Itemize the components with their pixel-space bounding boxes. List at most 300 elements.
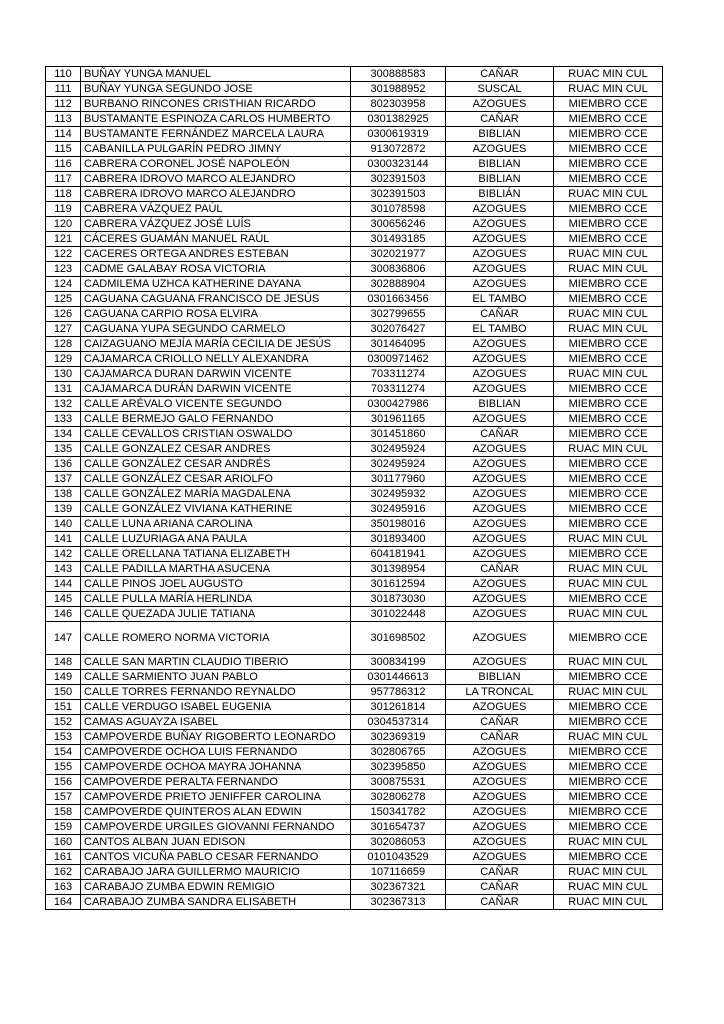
id-number-cell: 0304537314	[351, 715, 446, 730]
city-cell: AZOGUES	[446, 247, 554, 262]
table-row	[46, 277, 663, 292]
city-cell: AZOGUES	[446, 547, 554, 562]
row-number-cell: 120	[46, 217, 81, 232]
row-number-cell: 115	[46, 142, 81, 157]
id-number-cell: 604181941	[351, 547, 446, 562]
city-cell: AZOGUES	[446, 412, 554, 427]
member-name-cell: CABRERA IDROVO MARCO ALEJANDRO	[81, 172, 351, 187]
member-name-cell: CABRERA VÁZQUEZ JOSÉ LUÍS	[81, 217, 351, 232]
row-number-cell: 139	[46, 502, 81, 517]
member-name-cell: CAGUANA CAGUANA FRANCISCO DE JESÚS	[81, 292, 351, 307]
city-cell: AZOGUES	[446, 487, 554, 502]
member-name-cell: CAJAMARCA DURAN DARWIN VICENTE	[81, 367, 351, 382]
row-number-cell: 110	[46, 67, 81, 82]
row-number-cell: 157	[46, 790, 81, 805]
table-row	[46, 442, 663, 457]
member-name-cell: CAMPOVERDE PRIETO JENIFFER CAROLINA	[81, 790, 351, 805]
id-number-cell: 301698502	[351, 622, 446, 655]
id-number-cell: 302888904	[351, 277, 446, 292]
table-row	[46, 322, 663, 337]
city-cell: AZOGUES	[446, 442, 554, 457]
table-row	[46, 142, 663, 157]
id-number-cell: 703311274	[351, 367, 446, 382]
membership-type-cell: MIEMBRO CCE	[554, 337, 663, 352]
membership-type-cell: RUAC MIN CUL	[554, 895, 663, 910]
city-cell: EL TAMBO	[446, 322, 554, 337]
membership-type-cell: MIEMBRO CCE	[554, 670, 663, 685]
id-number-cell: 300888583	[351, 67, 446, 82]
city-cell: AZOGUES	[446, 607, 554, 622]
id-number-cell: 350198016	[351, 517, 446, 532]
city-cell: AZOGUES	[446, 97, 554, 112]
member-name-cell: CABANILLA PULGARÍN PEDRO JIMNY	[81, 142, 351, 157]
member-name-cell: CALLE CEVALLOS CRISTIAN OSWALDO	[81, 427, 351, 442]
table-row	[46, 805, 663, 820]
row-number-cell: 145	[46, 592, 81, 607]
member-name-cell: CALLE ORELLANA TATIANA ELIZABETH	[81, 547, 351, 562]
city-cell: CAÑAR	[446, 67, 554, 82]
id-number-cell: 301177960	[351, 472, 446, 487]
city-cell: AZOGUES	[446, 367, 554, 382]
table-row	[46, 775, 663, 790]
member-name-cell: CALLE GONZÁLEZ MARÍA MAGDALENA	[81, 487, 351, 502]
row-number-cell: 123	[46, 262, 81, 277]
membership-type-cell: MIEMBRO CCE	[554, 820, 663, 835]
member-name-cell: CADME GALABAY ROSA VICTORIA	[81, 262, 351, 277]
table-row	[46, 655, 663, 670]
member-name-cell: BUSTAMANTE ESPINOZA CARLOS HUMBERTO	[81, 112, 351, 127]
city-cell: AZOGUES	[446, 577, 554, 592]
id-number-cell: 302021977	[351, 247, 446, 262]
member-name-cell: CALLE GONZALEZ CESAR ANDRES	[81, 442, 351, 457]
id-number-cell: 302806765	[351, 745, 446, 760]
row-number-cell: 128	[46, 337, 81, 352]
membership-type-cell: RUAC MIN CUL	[554, 880, 663, 895]
id-number-cell: 302495932	[351, 487, 446, 502]
id-number-cell: 302799655	[351, 307, 446, 322]
city-cell: CAÑAR	[446, 865, 554, 880]
member-name-cell: CARABAJO ZUMBA SANDRA ELISABETH	[81, 895, 351, 910]
city-cell: AZOGUES	[446, 142, 554, 157]
row-number-cell: 153	[46, 730, 81, 745]
id-number-cell: 301612594	[351, 577, 446, 592]
member-name-cell: CAMPOVERDE OCHOA LUIS FERNANDO	[81, 745, 351, 760]
city-cell: BIBLIAN	[446, 127, 554, 142]
row-number-cell: 118	[46, 187, 81, 202]
city-cell: LA TRONCAL	[446, 685, 554, 700]
member-name-cell: CALLE ARÉVALO VICENTE SEGUNDO	[81, 397, 351, 412]
membership-type-cell: MIEMBRO CCE	[554, 700, 663, 715]
member-name-cell: BUÑAY YUNGA MANUEL	[81, 67, 351, 82]
row-number-cell: 141	[46, 532, 81, 547]
membership-type-cell: MIEMBRO CCE	[554, 112, 663, 127]
table-row	[46, 427, 663, 442]
id-number-cell: 301451860	[351, 427, 446, 442]
table-row	[46, 760, 663, 775]
id-number-cell: 300836806	[351, 262, 446, 277]
table-row	[46, 397, 663, 412]
membership-type-cell: RUAC MIN CUL	[554, 82, 663, 97]
membership-type-cell: MIEMBRO CCE	[554, 382, 663, 397]
row-number-cell: 112	[46, 97, 81, 112]
member-name-cell: CALLE TORRES FERNANDO REYNALDO	[81, 685, 351, 700]
row-number-cell: 162	[46, 865, 81, 880]
row-number-cell: 143	[46, 562, 81, 577]
id-number-cell: 300834199	[351, 655, 446, 670]
membership-type-cell: RUAC MIN CUL	[554, 367, 663, 382]
city-cell: BIBLIAN	[446, 157, 554, 172]
table-row	[46, 262, 663, 277]
member-name-cell: CALLE LUZURIAGA ANA PAULA	[81, 532, 351, 547]
id-number-cell: 302391503	[351, 172, 446, 187]
member-name-cell: CAMPOVERDE BUÑAY RIGOBERTO LEONARDO	[81, 730, 351, 745]
city-cell: AZOGUES	[446, 472, 554, 487]
membership-type-cell: MIEMBRO CCE	[554, 790, 663, 805]
table-row	[46, 82, 663, 97]
row-number-cell: 132	[46, 397, 81, 412]
city-cell: AZOGUES	[446, 775, 554, 790]
member-name-cell: CADMILEMA UZHCA KATHERINE DAYANA	[81, 277, 351, 292]
row-number-cell: 117	[46, 172, 81, 187]
table-row	[46, 670, 663, 685]
row-number-cell: 130	[46, 367, 81, 382]
row-number-cell: 147	[46, 622, 81, 655]
table-row	[46, 547, 663, 562]
membership-type-cell: MIEMBRO CCE	[554, 457, 663, 472]
table-row	[46, 307, 663, 322]
city-cell: AZOGUES	[446, 622, 554, 655]
table-row	[46, 292, 663, 307]
table-row	[46, 172, 663, 187]
member-name-cell: CACERES ORTEGA ANDRES ESTEBAN	[81, 247, 351, 262]
city-cell: AZOGUES	[446, 820, 554, 835]
membership-type-cell: RUAC MIN CUL	[554, 307, 663, 322]
id-number-cell: 300875531	[351, 775, 446, 790]
id-number-cell: 300656246	[351, 217, 446, 232]
member-name-cell: BUSTAMANTE FERNÁNDEZ MARCELA LAURA	[81, 127, 351, 142]
membership-type-cell: RUAC MIN CUL	[554, 655, 663, 670]
city-cell: CAÑAR	[446, 730, 554, 745]
id-number-cell: 302076427	[351, 322, 446, 337]
membership-type-cell: MIEMBRO CCE	[554, 412, 663, 427]
row-number-cell: 155	[46, 760, 81, 775]
membership-type-cell: MIEMBRO CCE	[554, 472, 663, 487]
row-number-cell: 161	[46, 850, 81, 865]
table-row	[46, 745, 663, 760]
table-row	[46, 607, 663, 622]
id-number-cell: 302395850	[351, 760, 446, 775]
member-name-cell: CALLE PULLA MARÍA HERLINDA	[81, 592, 351, 607]
id-number-cell: 802303958	[351, 97, 446, 112]
row-number-cell: 126	[46, 307, 81, 322]
city-cell: AZOGUES	[446, 232, 554, 247]
id-number-cell: 913072872	[351, 142, 446, 157]
row-number-cell: 150	[46, 685, 81, 700]
id-number-cell: 302495924	[351, 457, 446, 472]
city-cell: AZOGUES	[446, 790, 554, 805]
member-name-cell: CALLE SARMIENTO JUAN PABLO	[81, 670, 351, 685]
table-row	[46, 412, 663, 427]
id-number-cell: 301873030	[351, 592, 446, 607]
member-name-cell: CALLE VERDUGO ISABEL EUGENIA	[81, 700, 351, 715]
city-cell: AZOGUES	[446, 382, 554, 397]
membership-type-cell: MIEMBRO CCE	[554, 502, 663, 517]
id-number-cell: 302086053	[351, 835, 446, 850]
table-row	[46, 517, 663, 532]
id-number-cell: 301078598	[351, 202, 446, 217]
city-cell: AZOGUES	[446, 277, 554, 292]
table-row	[46, 820, 663, 835]
city-cell: BIBLIAN	[446, 172, 554, 187]
table-row	[46, 880, 663, 895]
table-row	[46, 67, 663, 82]
table-row	[46, 502, 663, 517]
id-number-cell: 302367313	[351, 895, 446, 910]
id-number-cell: 150341782	[351, 805, 446, 820]
id-number-cell: 0101043529	[351, 850, 446, 865]
table-row	[46, 157, 663, 172]
id-number-cell: 301261814	[351, 700, 446, 715]
member-name-cell: CALLE PINOS JOEL AUGUSTO	[81, 577, 351, 592]
id-number-cell: 0300619319	[351, 127, 446, 142]
row-number-cell: 160	[46, 835, 81, 850]
table-row	[46, 202, 663, 217]
id-number-cell: 957786312	[351, 685, 446, 700]
row-number-cell: 159	[46, 820, 81, 835]
membership-type-cell: MIEMBRO CCE	[554, 745, 663, 760]
membership-type-cell: RUAC MIN CUL	[554, 247, 663, 262]
row-number-cell: 114	[46, 127, 81, 142]
membership-type-cell: MIEMBRO CCE	[554, 157, 663, 172]
table-row	[46, 367, 663, 382]
membership-type-cell: RUAC MIN CUL	[554, 865, 663, 880]
city-cell: BIBLIÁN	[446, 187, 554, 202]
membership-type-cell: RUAC MIN CUL	[554, 262, 663, 277]
row-number-cell: 135	[46, 442, 81, 457]
membership-type-cell: RUAC MIN CUL	[554, 67, 663, 82]
membership-type-cell: MIEMBRO CCE	[554, 760, 663, 775]
row-number-cell: 133	[46, 412, 81, 427]
id-number-cell: 301988952	[351, 82, 446, 97]
table-row	[46, 187, 663, 202]
membership-type-cell: MIEMBRO CCE	[554, 142, 663, 157]
row-number-cell: 125	[46, 292, 81, 307]
member-name-cell: CAMPOVERDE PERALTA FERNANDO	[81, 775, 351, 790]
member-name-cell: CALLE PADILLA MARTHA ASUCENA	[81, 562, 351, 577]
membership-type-cell: MIEMBRO CCE	[554, 427, 663, 442]
row-number-cell: 113	[46, 112, 81, 127]
membership-type-cell: MIEMBRO CCE	[554, 850, 663, 865]
row-number-cell: 140	[46, 517, 81, 532]
id-number-cell: 703311274	[351, 382, 446, 397]
city-cell: AZOGUES	[446, 655, 554, 670]
membership-type-cell: RUAC MIN CUL	[554, 730, 663, 745]
membership-type-cell: RUAC MIN CUL	[554, 322, 663, 337]
city-cell: AZOGUES	[446, 352, 554, 367]
membership-type-cell: MIEMBRO CCE	[554, 715, 663, 730]
membership-type-cell: RUAC MIN CUL	[554, 835, 663, 850]
membership-type-cell: MIEMBRO CCE	[554, 277, 663, 292]
member-name-cell: CALLE BERMEJO GALO FERNANDO	[81, 412, 351, 427]
member-name-cell: CAJAMARCA CRIOLLO NELLY ALEXANDRA	[81, 352, 351, 367]
table-row	[46, 247, 663, 262]
row-number-cell: 152	[46, 715, 81, 730]
member-name-cell: CAGUANA CARPIO ROSA ELVIRA	[81, 307, 351, 322]
member-name-cell: CAMPOVERDE URGILES GIOVANNI FERNANDO	[81, 820, 351, 835]
table-row	[46, 127, 663, 142]
membership-type-cell: MIEMBRO CCE	[554, 292, 663, 307]
member-name-cell: CARABAJO JARA GUILLERMO MAURICIO	[81, 865, 351, 880]
membership-type-cell: MIEMBRO CCE	[554, 805, 663, 820]
member-name-cell: CAMAS AGUAYZA ISABEL	[81, 715, 351, 730]
membership-type-cell: MIEMBRO CCE	[554, 775, 663, 790]
row-number-cell: 137	[46, 472, 81, 487]
city-cell: AZOGUES	[446, 850, 554, 865]
city-cell: CAÑAR	[446, 880, 554, 895]
row-number-cell: 119	[46, 202, 81, 217]
table-row	[46, 895, 663, 910]
city-cell: AZOGUES	[446, 532, 554, 547]
member-name-cell: CAIZAGUANO MEJÍA MARÍA CECILIA DE JESÚS	[81, 337, 351, 352]
row-number-cell: 154	[46, 745, 81, 760]
member-name-cell: CALLE GONZÁLEZ CESAR ANDRÉS	[81, 457, 351, 472]
city-cell: AZOGUES	[446, 337, 554, 352]
member-name-cell: CÁCERES GUAMÁN MANUEL RAÚL	[81, 232, 351, 247]
membership-type-cell: RUAC MIN CUL	[554, 577, 663, 592]
row-number-cell: 158	[46, 805, 81, 820]
member-name-cell: CANTOS ALBAN JUAN EDISON	[81, 835, 351, 850]
membership-type-cell: RUAC MIN CUL	[554, 685, 663, 700]
table-row	[46, 217, 663, 232]
membership-type-cell: RUAC MIN CUL	[554, 442, 663, 457]
id-number-cell: 107116659	[351, 865, 446, 880]
table-row	[46, 577, 663, 592]
registry-sheet	[45, 66, 662, 910]
row-number-cell: 121	[46, 232, 81, 247]
table-row	[46, 532, 663, 547]
row-number-cell: 156	[46, 775, 81, 790]
table-row	[46, 112, 663, 127]
city-cell: AZOGUES	[446, 217, 554, 232]
city-cell: AZOGUES	[446, 592, 554, 607]
row-number-cell: 127	[46, 322, 81, 337]
table-row	[46, 232, 663, 247]
id-number-cell: 302367321	[351, 880, 446, 895]
city-cell: AZOGUES	[446, 835, 554, 850]
membership-type-cell: MIEMBRO CCE	[554, 487, 663, 502]
member-name-cell: CARABAJO ZUMBA EDWIN REMIGIO	[81, 880, 351, 895]
id-number-cell: 301654737	[351, 820, 446, 835]
table-row	[46, 487, 663, 502]
row-number-cell: 164	[46, 895, 81, 910]
membership-type-cell: MIEMBRO CCE	[554, 217, 663, 232]
id-number-cell: 302495916	[351, 502, 446, 517]
city-cell: CAÑAR	[446, 715, 554, 730]
city-cell: CAÑAR	[446, 112, 554, 127]
table-row	[46, 97, 663, 112]
membership-type-cell: MIEMBRO CCE	[554, 397, 663, 412]
member-name-cell: CAMPOVERDE OCHOA MAYRA JOHANNA	[81, 760, 351, 775]
id-number-cell: 0301663456	[351, 292, 446, 307]
membership-type-cell: RUAC MIN CUL	[554, 532, 663, 547]
city-cell: SUSCAL	[446, 82, 554, 97]
row-number-cell: 122	[46, 247, 81, 262]
membership-type-cell: MIEMBRO CCE	[554, 97, 663, 112]
membership-type-cell: RUAC MIN CUL	[554, 607, 663, 622]
membership-type-cell: MIEMBRO CCE	[554, 517, 663, 532]
table-row	[46, 865, 663, 880]
table-row	[46, 382, 663, 397]
member-name-cell: CALLE SAN MARTIN CLAUDIO TIBERIO	[81, 655, 351, 670]
row-number-cell: 149	[46, 670, 81, 685]
id-number-cell: 302806278	[351, 790, 446, 805]
member-name-cell: CALLE ROMERO NORMA VICTORIA	[81, 622, 351, 655]
membership-type-cell: MIEMBRO CCE	[554, 547, 663, 562]
row-number-cell: 138	[46, 487, 81, 502]
id-number-cell: 301893400	[351, 532, 446, 547]
table-row	[46, 715, 663, 730]
id-number-cell: 302369319	[351, 730, 446, 745]
membership-type-cell: MIEMBRO CCE	[554, 622, 663, 655]
id-number-cell: 301022448	[351, 607, 446, 622]
row-number-cell: 111	[46, 82, 81, 97]
city-cell: CAÑAR	[446, 895, 554, 910]
membership-type-cell: RUAC MIN CUL	[554, 562, 663, 577]
table-row	[46, 457, 663, 472]
row-number-cell: 124	[46, 277, 81, 292]
row-number-cell: 131	[46, 382, 81, 397]
id-number-cell: 301961165	[351, 412, 446, 427]
member-name-cell: BURBANO RINCONES CRISTHIAN RICARDO	[81, 97, 351, 112]
id-number-cell: 301464095	[351, 337, 446, 352]
city-cell: CAÑAR	[446, 562, 554, 577]
membership-type-cell: MIEMBRO CCE	[554, 127, 663, 142]
id-number-cell: 0300323144	[351, 157, 446, 172]
member-name-cell: CALLE GONZÁLEZ VIVIANA KATHERINE	[81, 502, 351, 517]
city-cell: AZOGUES	[446, 262, 554, 277]
member-name-cell: CALLE GONZÁLEZ CESAR ARIOLFO	[81, 472, 351, 487]
table-row	[46, 622, 663, 655]
registry-table-body	[46, 67, 663, 910]
city-cell: CAÑAR	[446, 427, 554, 442]
membership-type-cell: RUAC MIN CUL	[554, 187, 663, 202]
city-cell: BIBLIAN	[446, 670, 554, 685]
row-number-cell: 144	[46, 577, 81, 592]
member-name-cell: BUÑAY YUNGA SEGUNDO JOSE	[81, 82, 351, 97]
member-name-cell: CALLE QUEZADA JULIE TATIANA	[81, 607, 351, 622]
row-number-cell: 146	[46, 607, 81, 622]
membership-type-cell: MIEMBRO CCE	[554, 232, 663, 247]
table-row	[46, 337, 663, 352]
table-row	[46, 472, 663, 487]
row-number-cell: 134	[46, 427, 81, 442]
member-name-cell: CAGUANA YUPA SEGUNDO CARMELO	[81, 322, 351, 337]
table-row	[46, 352, 663, 367]
row-number-cell: 151	[46, 700, 81, 715]
id-number-cell: 0301382925	[351, 112, 446, 127]
table-row	[46, 592, 663, 607]
membership-type-cell: MIEMBRO CCE	[554, 592, 663, 607]
member-name-cell: CAMPOVERDE QUINTEROS ALAN EDWIN	[81, 805, 351, 820]
id-number-cell: 0300971462	[351, 352, 446, 367]
row-number-cell: 136	[46, 457, 81, 472]
city-cell: EL TAMBO	[446, 292, 554, 307]
row-number-cell: 142	[46, 547, 81, 562]
id-number-cell: 301493185	[351, 232, 446, 247]
member-name-cell: CABRERA CORONEL JOSÉ NAPOLEÓN	[81, 157, 351, 172]
city-cell: AZOGUES	[446, 700, 554, 715]
city-cell: AZOGUES	[446, 457, 554, 472]
